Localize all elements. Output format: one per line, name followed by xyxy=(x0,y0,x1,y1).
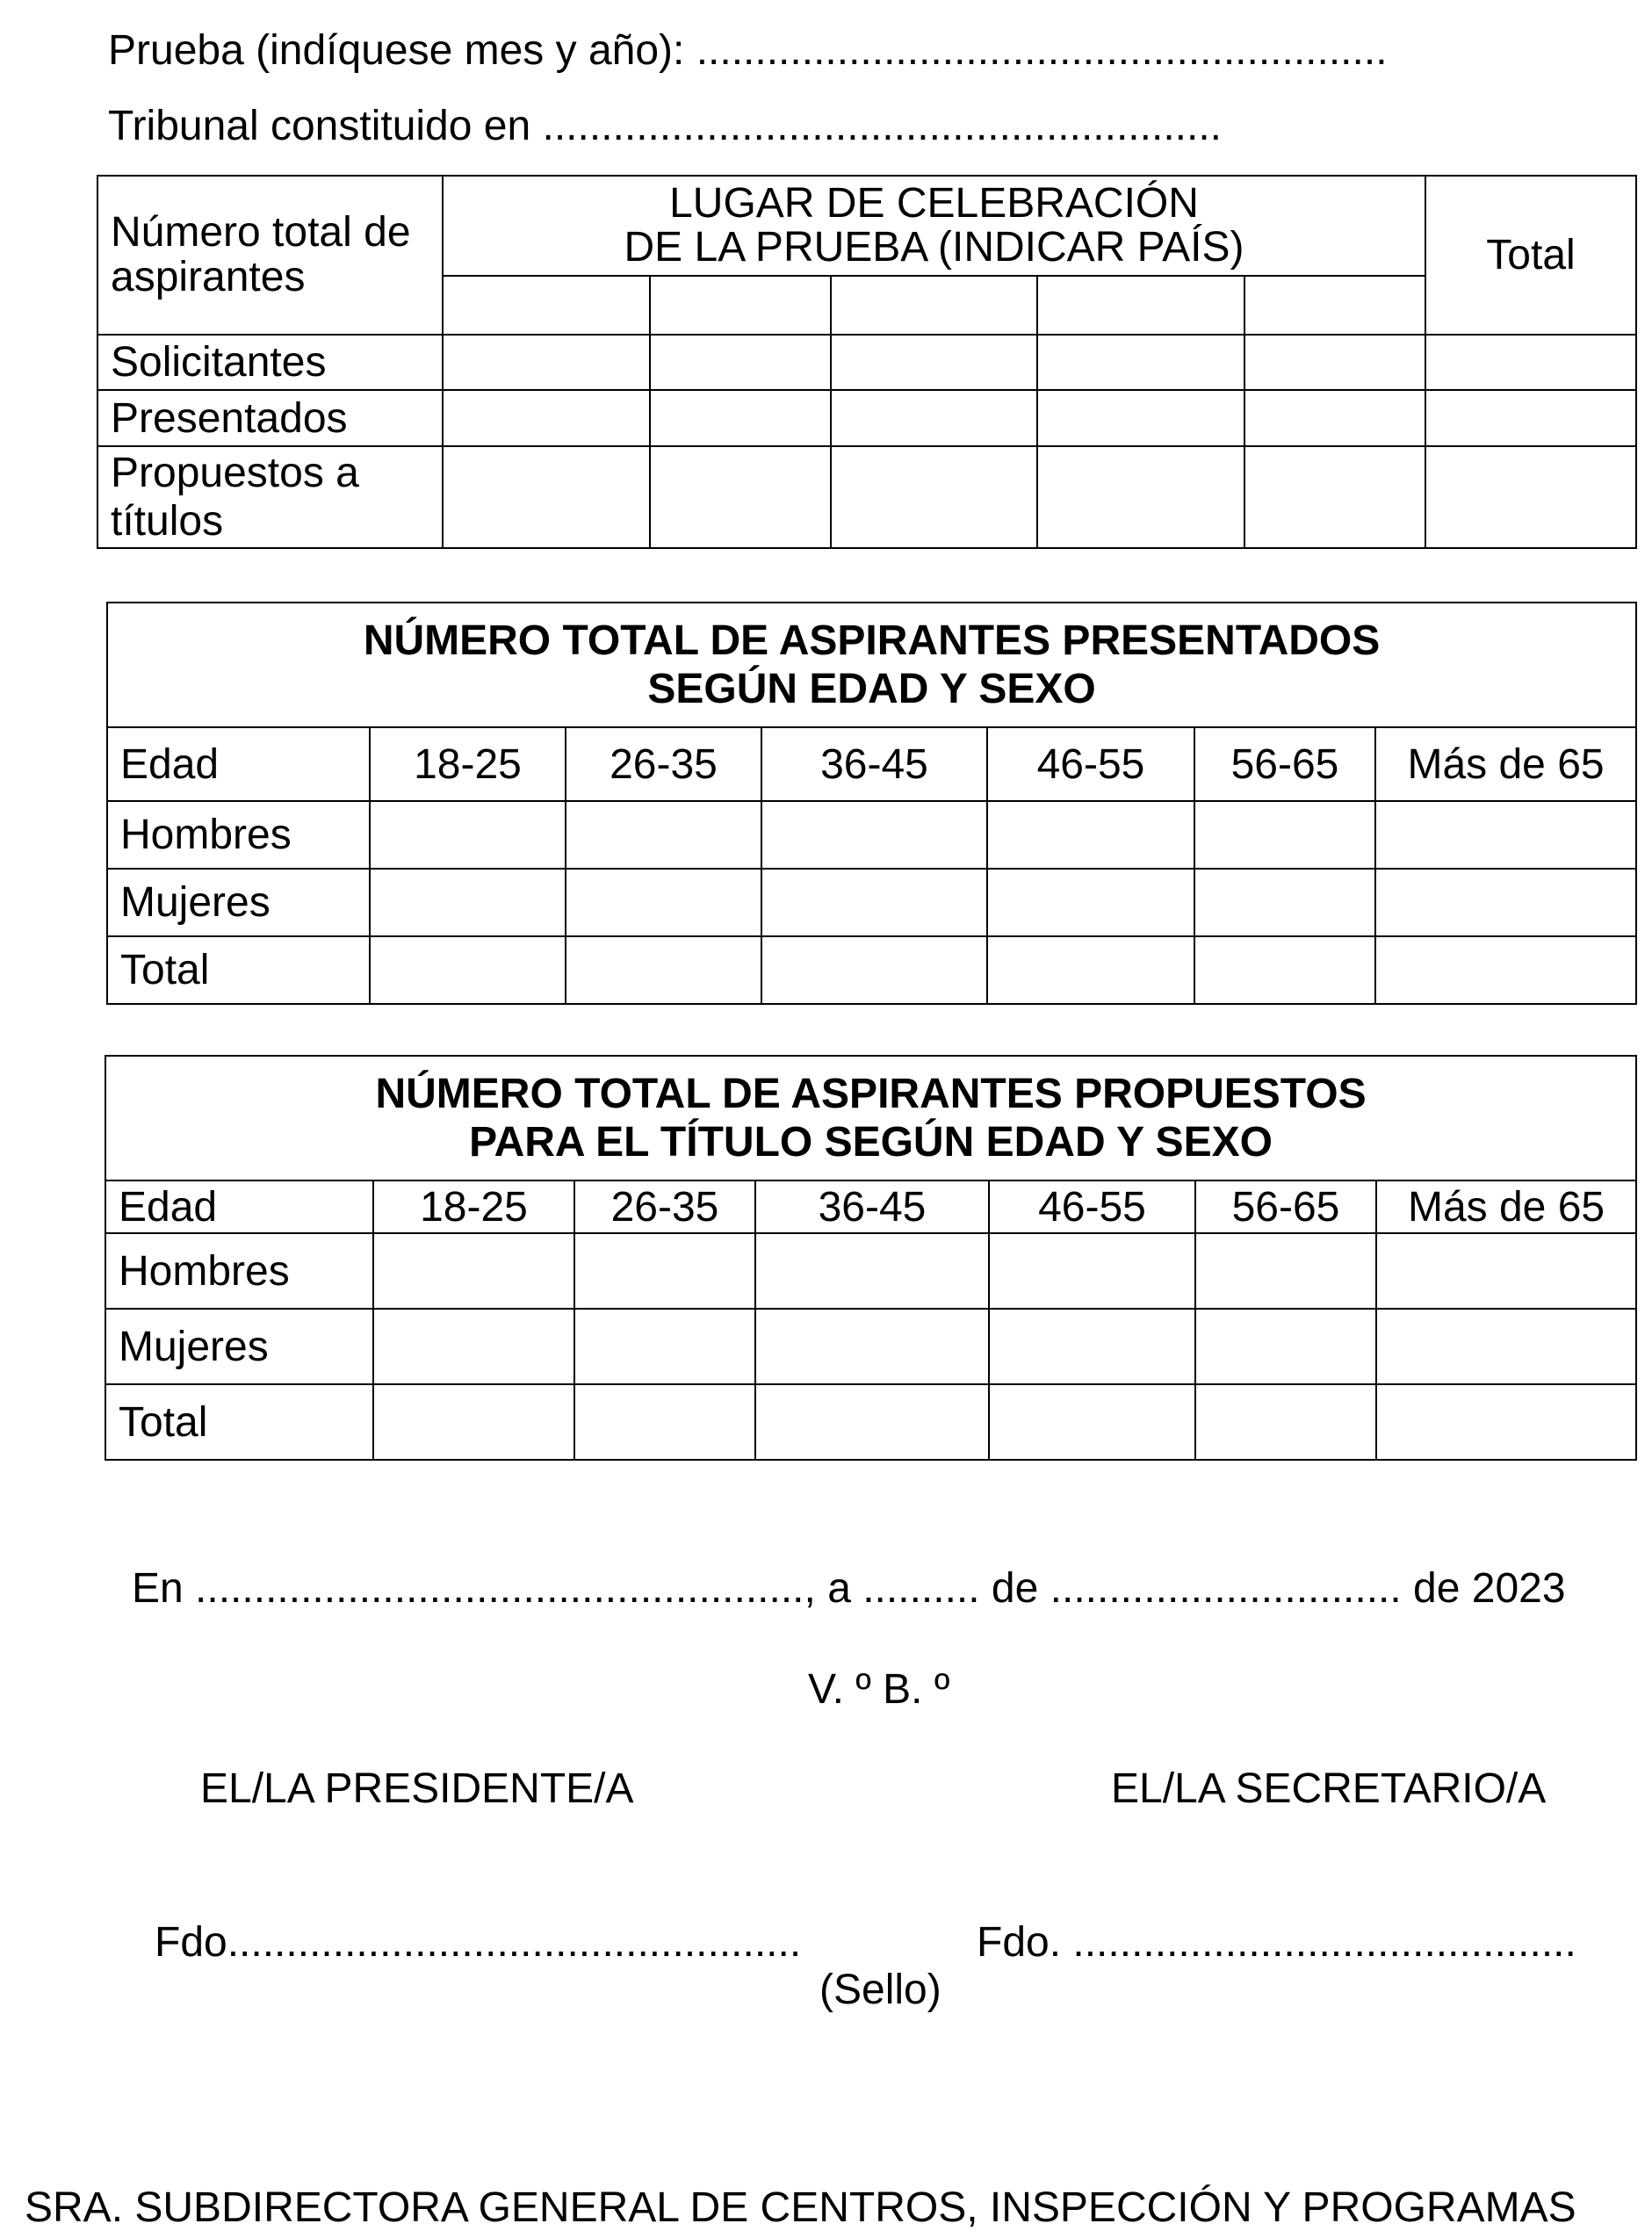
data-cell[interactable] xyxy=(1244,390,1425,446)
data-cell[interactable] xyxy=(1244,446,1425,548)
table-row xyxy=(97,390,1636,446)
table-row xyxy=(97,446,1636,548)
vobo-text: V. º B. º xyxy=(808,1666,950,1713)
table-row xyxy=(107,869,1636,936)
data-cell[interactable] xyxy=(761,936,987,1004)
row-label-propuestos xyxy=(97,446,443,548)
age-col-header: 26-35 xyxy=(574,1180,755,1233)
country-cell[interactable] xyxy=(650,276,831,335)
table-row xyxy=(107,936,1636,1004)
data-cell[interactable] xyxy=(755,1309,989,1384)
table1-place-line2: DE LA PRUEBA (INDICAR PAÍS) xyxy=(624,224,1244,271)
president-title: EL/LA PRESIDENTE/A xyxy=(200,1765,634,1812)
data-cell[interactable] xyxy=(755,1233,989,1309)
row-label-mujeres: Mujeres xyxy=(105,1309,373,1384)
table1-corner-line2: aspirantes xyxy=(111,253,306,300)
data-cell[interactable] xyxy=(566,936,761,1004)
data-cell[interactable] xyxy=(987,801,1194,869)
age-col-header: 46-55 xyxy=(987,727,1194,801)
date-line: En ...................................................., a .......... de .............................. de 2023 xyxy=(132,1565,1566,1612)
table1-place-line1: LUGAR DE CELEBRACIÓN xyxy=(669,179,1199,227)
data-cell[interactable] xyxy=(989,1384,1195,1460)
table3-title xyxy=(105,1056,1636,1180)
row-label-propuestos-line2: títulos xyxy=(111,498,224,545)
data-cell[interactable] xyxy=(1425,335,1636,390)
data-cell[interactable] xyxy=(650,390,831,446)
secretary-signature-line: Fdo. ........................................... xyxy=(977,1919,1576,1966)
age-col-header: 18-25 xyxy=(370,727,566,801)
data-cell[interactable] xyxy=(566,801,761,869)
data-cell[interactable] xyxy=(650,446,831,548)
age-label: Edad xyxy=(107,727,370,801)
table1-corner-line1: Número total de xyxy=(111,209,411,256)
data-cell[interactable] xyxy=(1195,1233,1376,1309)
age-col-header: 36-45 xyxy=(755,1180,989,1233)
country-cell[interactable] xyxy=(1244,276,1425,335)
test-date-line: Prueba (indíquese mes y año): ........................................................... xyxy=(108,27,1388,74)
table2-title-line2: SEGÚN EDAD Y SEXO xyxy=(647,666,1096,712)
data-cell[interactable] xyxy=(1244,335,1425,390)
age-col-header: 36-45 xyxy=(761,727,987,801)
president-signature-line: Fdo................................................. xyxy=(155,1919,802,1966)
table3-title-line1: NÚMERO TOTAL DE ASPIRANTES PROPUESTOS xyxy=(375,1070,1367,1117)
data-cell[interactable] xyxy=(755,1384,989,1460)
data-cell[interactable] xyxy=(574,1309,755,1384)
data-cell[interactable] xyxy=(566,869,761,936)
data-cell[interactable] xyxy=(370,936,566,1004)
table-row xyxy=(105,1384,1636,1460)
data-cell[interactable] xyxy=(443,390,650,446)
data-cell[interactable] xyxy=(443,335,650,390)
row-label-total: Total xyxy=(105,1384,373,1460)
age-label: Edad xyxy=(105,1180,373,1233)
age-col-header: 56-65 xyxy=(1194,727,1375,801)
table2-title xyxy=(107,603,1636,727)
data-cell[interactable] xyxy=(1375,801,1636,869)
data-cell[interactable] xyxy=(831,390,1037,446)
data-cell[interactable] xyxy=(373,1309,574,1384)
country-cell[interactable] xyxy=(831,276,1037,335)
addressee-line: SRA. SUBDIRECTORA GENERAL DE CENTROS, INSPECCIÓN Y PROGRAMAS xyxy=(25,2184,1576,2231)
secretary-title: EL/LA SECRETARIO/A xyxy=(1111,1765,1547,1812)
data-cell[interactable] xyxy=(1195,1309,1376,1384)
data-cell[interactable] xyxy=(831,446,1037,548)
data-cell[interactable] xyxy=(650,335,831,390)
table-row xyxy=(107,727,1636,801)
data-cell[interactable] xyxy=(1195,1384,1376,1460)
data-cell[interactable] xyxy=(1037,390,1244,446)
row-label-solicitantes: Solicitantes xyxy=(97,335,443,390)
table3-title-line2: PARA EL TÍTULO SEGÚN EDAD Y SEXO xyxy=(469,1119,1273,1166)
presented-by-age-sex-table xyxy=(106,602,1637,1005)
data-cell[interactable] xyxy=(370,801,566,869)
table2-title-line1: NÚMERO TOTAL DE ASPIRANTES PRESENTADOS xyxy=(363,617,1381,664)
data-cell[interactable] xyxy=(1375,869,1636,936)
country-cell[interactable] xyxy=(443,276,650,335)
data-cell[interactable] xyxy=(574,1384,755,1460)
data-cell[interactable] xyxy=(1037,335,1244,390)
table-row xyxy=(105,1309,1636,1384)
data-cell[interactable] xyxy=(1194,869,1375,936)
seal-label: (Sello) xyxy=(819,1967,941,2013)
data-cell[interactable] xyxy=(987,869,1194,936)
age-col-header: 18-25 xyxy=(373,1180,574,1233)
data-cell[interactable] xyxy=(1375,936,1636,1004)
table-row xyxy=(105,1233,1636,1309)
table-row xyxy=(105,1180,1636,1233)
row-label-presentados: Presentados xyxy=(97,390,443,446)
row-label-hombres: Hombres xyxy=(105,1233,373,1309)
data-cell[interactable] xyxy=(574,1233,755,1309)
country-cell[interactable] xyxy=(1037,276,1244,335)
data-cell[interactable] xyxy=(1425,446,1636,548)
data-cell[interactable] xyxy=(1376,1384,1636,1460)
age-col-header: 26-35 xyxy=(566,727,761,801)
data-cell[interactable] xyxy=(989,1309,1195,1384)
data-cell[interactable] xyxy=(1037,446,1244,548)
age-col-header: 56-65 xyxy=(1195,1180,1376,1233)
table1-place-header xyxy=(443,176,1425,276)
age-col-header: Más de 65 xyxy=(1375,727,1636,801)
row-label-mujeres: Mujeres xyxy=(107,869,370,936)
data-cell[interactable] xyxy=(987,936,1194,1004)
data-cell[interactable] xyxy=(989,1233,1195,1309)
table1-corner-header xyxy=(97,176,443,335)
tribunal-location-line: Tribunal constituido en .......................................................... xyxy=(108,103,1222,149)
data-cell[interactable] xyxy=(370,869,566,936)
data-cell[interactable] xyxy=(1425,390,1636,446)
data-cell[interactable] xyxy=(373,1384,574,1460)
data-cell[interactable] xyxy=(761,869,987,936)
data-cell[interactable] xyxy=(1376,1309,1636,1384)
data-cell[interactable] xyxy=(761,801,987,869)
age-col-header: Más de 65 xyxy=(1376,1180,1636,1233)
data-cell[interactable] xyxy=(831,335,1037,390)
age-col-header: 46-55 xyxy=(989,1180,1195,1233)
table-row xyxy=(107,801,1636,869)
data-cell[interactable] xyxy=(443,446,650,548)
row-label-hombres: Hombres xyxy=(107,801,370,869)
data-cell[interactable] xyxy=(1376,1233,1636,1309)
table1-total-header: Total xyxy=(1425,176,1636,335)
data-cell[interactable] xyxy=(1194,936,1375,1004)
row-label-total: Total xyxy=(107,936,370,1004)
applicants-by-country-table xyxy=(97,175,1637,549)
table-row xyxy=(97,335,1636,390)
data-cell[interactable] xyxy=(1194,801,1375,869)
row-label-propuestos-line1: Propuestos a xyxy=(111,449,359,496)
proposed-by-age-sex-table xyxy=(105,1055,1637,1461)
data-cell[interactable] xyxy=(373,1233,574,1309)
